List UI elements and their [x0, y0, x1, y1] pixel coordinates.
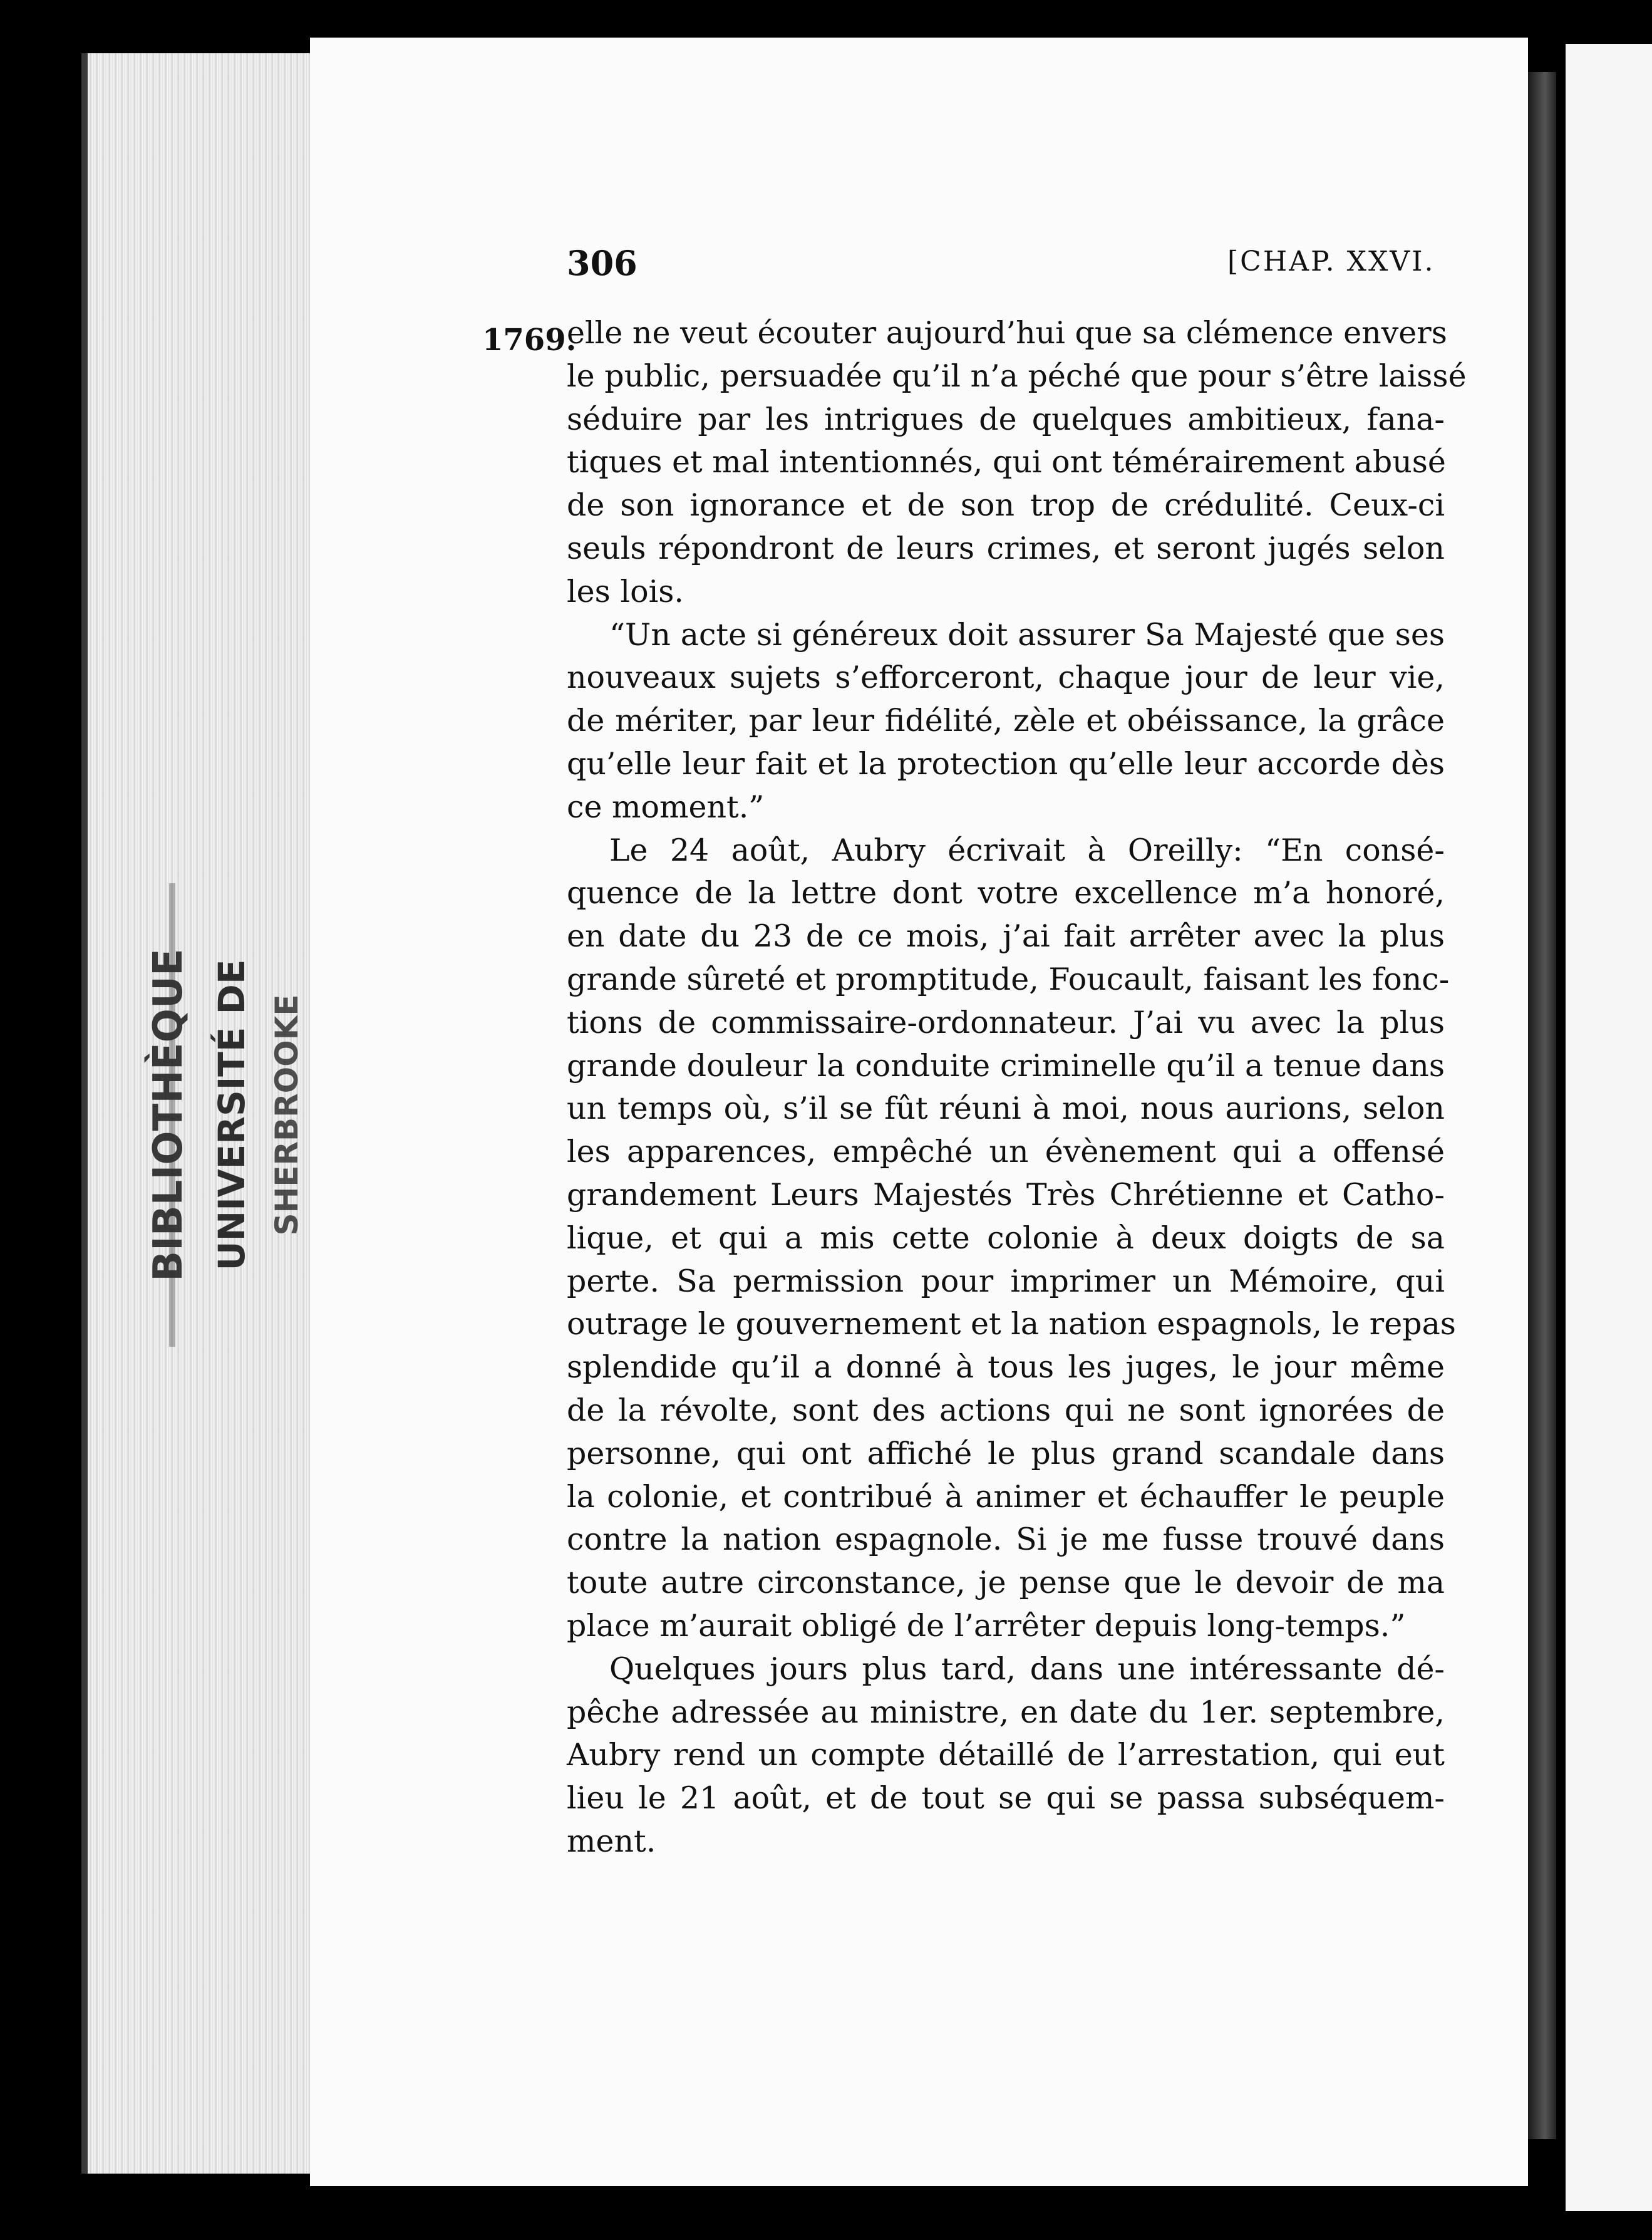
text-line: toute autre circonstance, je pense que le devoir de ma [567, 1565, 1445, 1601]
text-line: personne, qui ont affiché le plus grand scandale dans [567, 1435, 1445, 1471]
text-line: quence de la lettre dont votre excellence m’a honoré, [567, 875, 1445, 911]
text-line: nouveaux sujets s’efforceront, chaque jour de leur vie, [567, 660, 1445, 696]
text-line: la colonie, et contribué à animer et échauffer le peuple [567, 1478, 1445, 1515]
text-line: le public, persuadée qu’il n’a péché que pour s’être laissé [567, 358, 1467, 394]
text-line: splendide qu’il a donné à tous les juges, le jour même [567, 1349, 1445, 1386]
text-line: ce moment.” [567, 789, 765, 825]
running-head-chapter: [CHAP. XXVI. [1227, 246, 1435, 277]
text-line: de son ignorance et de son trop de crédulité. Ceux-ci [567, 487, 1445, 524]
text-line: lique, et qui a mis cette colonie à deux doigts de sa [567, 1220, 1445, 1256]
body-text [567, 312, 1467, 1864]
text-line: lieu le 21 août, et de tout se qui se passa subséquem- [567, 1780, 1445, 1817]
text-line: les apparences, empêché un évènement qui a offensé [567, 1134, 1445, 1170]
text-line: grandement Leurs Majestés Très Chrétienne et Catho- [567, 1176, 1445, 1213]
text-line: pêche adressée au ministre, en date du 1er. septembre, [567, 1694, 1445, 1730]
text-line: Aubry rend un compte détaillé de l’arrestation, qui eut [567, 1737, 1445, 1773]
text-line: les lois. [567, 573, 684, 609]
text-line: de la révolte, sont des actions qui ne sont ignorées de [567, 1392, 1445, 1428]
text-line: de mériter, par leur fidélité, zèle et obéissance, la grâce [567, 703, 1445, 739]
text-line: contre la nation espagnole. Si je me fusse trouvé dans [567, 1522, 1445, 1558]
text-line: qu’elle leur fait et la protection qu’elle leur accorde dès [567, 745, 1445, 782]
stamp-line-3: SHERBROOKE [269, 994, 305, 1236]
text-line: Quelques jours plus tard, dans une intéressante dé- [609, 1651, 1445, 1687]
text-line: en date du 23 de ce mois, j’ai fait arrêter avec la plus [567, 918, 1445, 955]
text-line: seuls répondront de leurs crimes, et seront jugés selon [567, 530, 1445, 566]
text-line: “Un acte si généreux doit assurer Sa Majesté que ses [609, 616, 1445, 653]
text-line: grande sûreté et promptitude, Foucault, faisant les fonc- [567, 961, 1450, 997]
margin-year: 1769. [482, 323, 577, 358]
stamp-line-2: UNIVERSITÉ DE [210, 959, 253, 1271]
library-stamp [125, 871, 313, 1359]
text-line: Le 24 août, Aubry écrivait à Oreilly: “En consé- [609, 832, 1445, 868]
text-line: tions de commissaire-ordonnateur. J’ai vu avec la plus [567, 1004, 1445, 1040]
text-line: un temps où, s’il se fût réuni à moi, nous aurions, selon [567, 1091, 1445, 1127]
text-line: grande douleur la conduite criminelle qu’il a tenue dans [567, 1047, 1445, 1084]
page-number: 306 [567, 243, 638, 283]
text-line: elle ne veut écouter aujourd’hui que sa clémence envers [567, 315, 1447, 351]
text-line: perte. Sa permission pour imprimer un Mémoire, qui [567, 1263, 1445, 1299]
text-line: tiques et mal intentionnés, qui ont témérairement abusé [567, 444, 1446, 480]
text-line: place m’aurait obligé de l’arrêter depuis long-temps.” [567, 1607, 1406, 1644]
text-line: séduire par les intrigues de quelques ambitieux, fana- [567, 401, 1445, 437]
text-line: ment. [567, 1823, 656, 1859]
stamp-line-1: BIBLIOTHÈQUE [145, 948, 192, 1282]
binding-gutter [1528, 72, 1556, 2139]
facing-page-edge [1566, 44, 1652, 2211]
text-line: outrage le gouvernement et la nation espagnols, le repas [567, 1306, 1456, 1342]
